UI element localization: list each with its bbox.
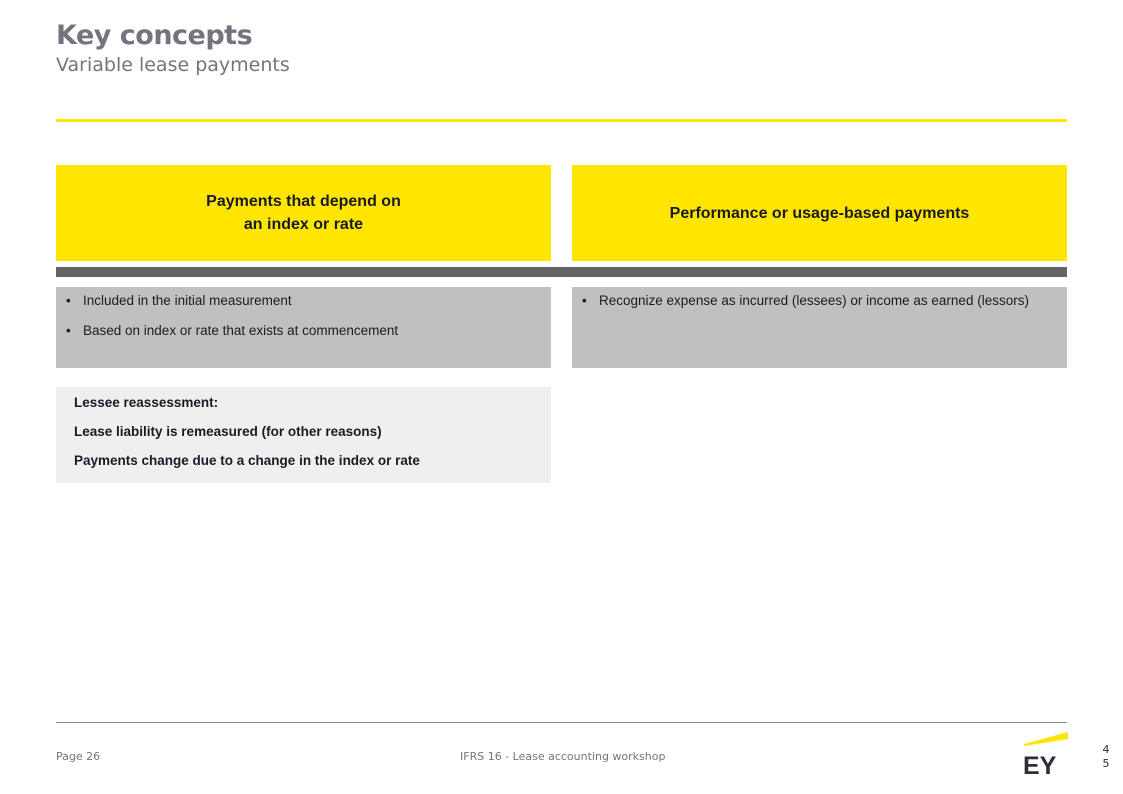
reassessment-line: Payments change due to a change in the index or rate [74,453,420,468]
bullet-icon: • [582,293,587,308]
bullet-icon: • [66,293,71,308]
list-item [582,293,1057,309]
list-item-text: Included in the initial measurement [83,293,292,308]
column-heading-line: an index or rate [243,216,364,233]
bullet-list [582,293,1057,309]
column-heading-index-rate [56,165,551,261]
list-item-text: Based on index or rate that exists at commencement [83,323,399,338]
list-item-text: Recognize expense as incurred (lessees) or income as earned (lessors) [599,293,1029,308]
column-heading-usage-based [572,165,1067,261]
slide-number-digit: 5 [1102,757,1110,770]
logo-beam [1024,732,1068,746]
list-item [66,323,541,339]
reassessment-heading: Lessee reassessment: [74,395,219,410]
bullet-icon: • [66,323,71,338]
column-heading-line: Payments that depend on [206,193,401,210]
title-divider [56,119,1067,122]
section-divider-bar [56,267,1067,277]
list-item [66,293,541,309]
bullet-list [66,293,541,339]
page-title: Key concepts [56,20,253,51]
reassessment-line: Lease liability is remeasured (for other reasons) [74,424,382,439]
slide-number-digit: 4 [1102,743,1110,756]
footer-divider [56,722,1067,723]
column-heading-line: Performance or usage-based payments [669,204,970,222]
bullet-box-index-rate [56,287,551,368]
footer-deck-title: IFRS 16 - Lease accounting workshop [460,750,666,763]
bullet-box-usage-based [572,287,1067,368]
page-number: Page 26 [56,750,101,763]
page-subtitle: Variable lease payments [56,54,290,76]
logo-text: EY [1023,752,1057,776]
reassessment-box [56,387,551,483]
slide-number [1101,743,1111,771]
ey-logo-icon [1022,730,1070,776]
